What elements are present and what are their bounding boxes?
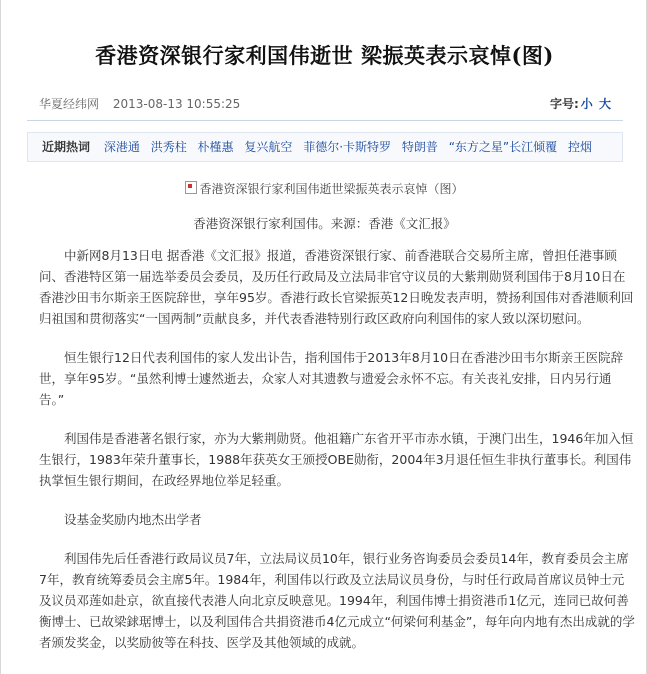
font-size-small-button[interactable]: 小 [580, 97, 593, 111]
section-subheading: 设基金奖励内地杰出学者 [64, 512, 202, 527]
article-paragraph: 利国伟是香港著名银行家，亦为大紫荆勋贤。他祖籍广东省开平市赤水镇，于澳门出生，1946年加入恒生银行，1983年荣升董事长，1988年获英女王颁授OBE勋衔，2004年3月退任恒生非执行董事长。利国伟执掌恒生银行期间，在政经界地位举足轻重。 [39, 431, 634, 488]
article-source: 华夏经纬网 [39, 97, 100, 111]
hot-word-link[interactable]: 朴槿惠 [197, 140, 234, 154]
hot-word-link[interactable]: 复兴航空 [244, 140, 293, 154]
article-title: 香港资深银行家利国伟逝世 梁振英表示哀悼(图) [95, 43, 554, 68]
hot-word-link[interactable]: 洪秀柱 [150, 140, 187, 154]
hot-word-link[interactable]: “东方之星”长江倾覆 [448, 140, 558, 154]
article-paragraph: 恒生银行12日代表利国伟的家人发出讣告，指利国伟于2013年8月10日在香港沙田韦尔斯亲王医院辞世，享年95岁。“虽然利博士遽然逝去，众家人对其遗教与遗爱会永怀不忘。有关丧礼安排，日内另行通告。” [39, 350, 624, 407]
hot-words-label: 近期热词 [42, 140, 91, 154]
hot-word-link[interactable]: 特朗普 [401, 140, 438, 154]
hot-word-link[interactable]: 控烟 [567, 140, 592, 154]
font-size-label: 字号: [549, 97, 579, 111]
article-body [39, 245, 635, 671]
broken-image-icon [185, 181, 197, 194]
hot-word-link[interactable]: 深港通 [103, 140, 140, 154]
article-meta [39, 95, 611, 115]
font-size-control [550, 95, 611, 112]
article-paragraph: 中新网8月13日电 据香港《文汇报》报道，香港资深银行家、前香港联合交易所主席，曾担任港事顾问、香港特区第一届选举委员会委员，及历任行政局及立法局非官守议员的大紫荆勋贤利国伟于8月10日在香港沙田韦尔斯亲王医院辞世，享年95岁。香港行政长官梁振英12日晚发表声明，赞扬利国伟对香港顺利回归祖国和贯彻落实“一国两制”贡献良多，并代表香港特别行政区政府向利国伟的家人致以深切慰问。 [39, 248, 634, 326]
meta-divider [27, 120, 623, 121]
article-image-alt: 香港资深银行家利国伟逝世梁振英表示哀悼（图） [199, 182, 464, 196]
article-paragraph: 利国伟先后任香港行政局议员7年，立法局议员10年，银行业务咨询委员会委员14年，教育委员会主席7年，教育统筹委员会主席5年。1984年，利国伟以行政及立法局议员身份，与时任行政局首席议员钟士元及议员邓莲如赴京，欲直接代表港人向北京反映意见。1994年，利国伟博士捐资港币1亿元，连同已故何善衡博士、已故梁銶琚博士，以及利国伟合共捐资港币4亿元成立“何梁何利基金”，每年向内地有杰出成就的学者颁发奖金，以奖励彼等在科技、医学及其他领域的成就。 [39, 551, 635, 650]
article-datetime: 2013-08-13 10:55:25 [112, 97, 241, 111]
font-size-large-button[interactable]: 大 [598, 97, 611, 111]
article-image [1, 180, 647, 197]
hot-words-bar [27, 132, 623, 162]
image-caption: 香港资深银行家利国伟。来源：香港《文汇报》 [193, 216, 456, 231]
hot-word-link[interactable]: 菲德尔·卡斯特罗 [303, 140, 392, 154]
